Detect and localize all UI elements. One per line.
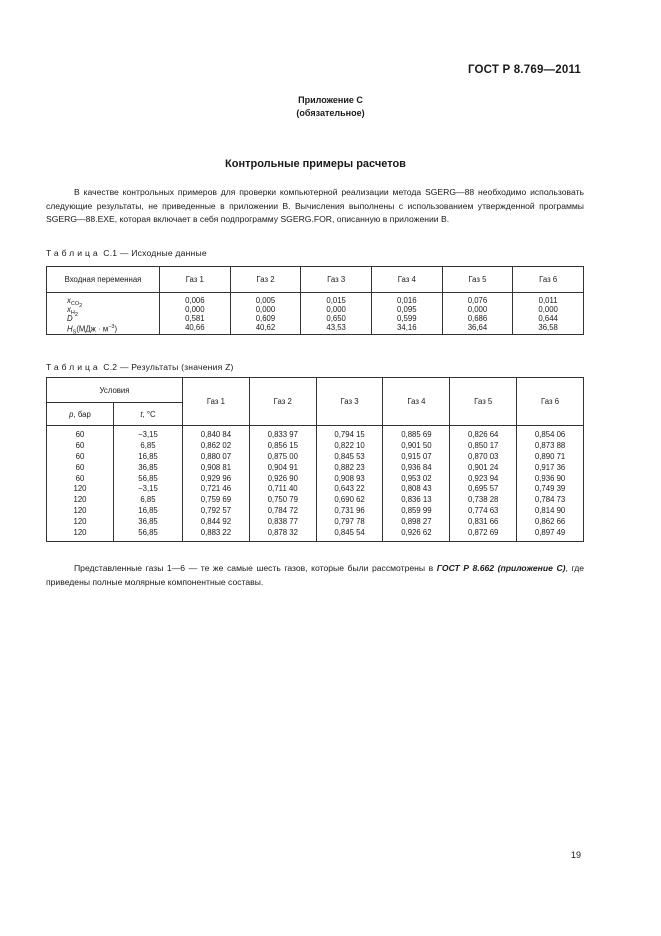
input-variable-header: Входная переменная (47, 267, 160, 293)
pressure-header: p, бар (47, 403, 114, 426)
gas-header: Газ 1 (160, 267, 231, 293)
variable-labels (47, 293, 160, 335)
label-x-co2: $x_{CO_2}$ (67, 296, 83, 309)
gas-column-values: 0,011 0,000 0,644 36,58 (513, 293, 584, 335)
gas-header: Газ 1 (183, 378, 250, 426)
table1-caption-prefix: Таблица (46, 248, 101, 258)
table1-body-row (47, 293, 584, 335)
page-number: 19 (570, 850, 581, 860)
table2-header-row (47, 378, 584, 403)
gas-header: Газ 3 (301, 267, 372, 293)
gas-header: Газ 2 (249, 378, 316, 426)
gas-column-values: 0,016 0,095 0,599 34,16 (371, 293, 442, 335)
annex-title: Приложение С (298, 95, 363, 105)
label-hs: $H_S(МДж \cdot м^{-3})$ (67, 324, 118, 336)
table2-caption-prefix: Таблица (46, 362, 101, 372)
temperature-values: −3,15 6,85 16,85 36,85 56,85 −3,15 6,85 16,85 36,85 56,85 (114, 426, 183, 542)
gas-z-values: 0,833 97 0,856 15 0,875 00 0,904 91 0,926 90 0,711 40 0,750 79 0,784 72 0,838 77 0,878 32 (249, 426, 316, 542)
intro-paragraph: В качестве контрольных примеров для проверки компьютерной реализации метода SGERG—88 необходимо использовать следующие результаты, не приведенные в приложении В. Вычисления выполнены с использованием утвержденной программы SGERG—88.EXE, которая включает в себя подпрограмму SGERG.FOR, описанную в приложении В. (46, 187, 584, 224)
gas-z-values: 0,885 69 0,901 50 0,915 07 0,936 84 0,953 02 0,808 43 0,836 13 0,859 99 0,898 27 0,926 62 (383, 426, 450, 542)
section-title: Контрольные примеры расчетов (225, 158, 406, 170)
gas-column-values: 0,005 0,000 0,609 40,62 (230, 293, 301, 335)
gas-header: Газ 6 (517, 378, 584, 426)
gas-column-values: 0,076 0,000 0,686 36,64 (442, 293, 513, 335)
annex-status: (обязательное) (296, 108, 365, 118)
gas-header: Газ 5 (442, 267, 513, 293)
results-table (46, 377, 584, 542)
gas-header: Газ 4 (371, 267, 442, 293)
gas-z-values: 0,826 64 0,850 17 0,870 03 0,901 24 0,923 94 0,695 57 0,738 28 0,774 63 0,831 66 0,872 69 (450, 426, 517, 542)
table1-header-row (47, 267, 584, 293)
input-data-table (46, 266, 584, 335)
gas-header: Газ 2 (230, 267, 301, 293)
table2-body-row (47, 426, 584, 542)
temperature-header: t, °С (114, 403, 183, 426)
table2-caption-text: С.2 — Результаты (значения Z) (103, 362, 234, 372)
label-d: D (67, 314, 73, 323)
gas-header: Газ 3 (316, 378, 383, 426)
closing-paragraph: Представленные газы 1—6 — те же самые шесть газов, которые были рассмотрены в ГОСТ Р 8.662 (приложение С), где приведены полные молярные компонентные составы. (46, 563, 584, 587)
pressure-values: 60 60 60 60 60 120 120 120 120 120 (47, 426, 114, 542)
table1-caption-text: С.1 — Исходные данные (103, 248, 207, 258)
gas-column-values: 0,015 0,000 0,650 43,53 (301, 293, 372, 335)
gost-reference-link: ГОСТ Р 8.662 (приложение С) (436, 563, 566, 573)
gas-z-values: 0,840 84 0,862 02 0,880 07 0,908 81 0,929 96 0,721 46 0,759 69 0,792 57 0,844 92 0,883 22 (183, 426, 250, 542)
gas-header: Газ 4 (383, 378, 450, 426)
gas-z-values: 0,854 06 0,873 88 0,890 71 0,917 36 0,936 90 0,749 39 0,784 73 0,814 90 0,862 66 0,897 49 (517, 426, 584, 542)
gas-header: Газ 5 (450, 378, 517, 426)
standard-designation: ГОСТ Р 8.769—2011 (467, 64, 581, 76)
conditions-header: Условия (47, 378, 183, 403)
gas-z-values: 0,794 15 0,822 10 0,845 53 0,882 23 0,908 93 0,643 22 0,690 62 0,731 96 0,797 78 0,845 54 (316, 426, 383, 542)
table2-caption (46, 362, 234, 372)
table1-caption (46, 248, 207, 258)
gas-header: Газ 6 (513, 267, 584, 293)
gas-column-values: 0,006 0,000 0,581 40,66 (160, 293, 231, 335)
label-x-h2: $x_{H_2}$ (67, 305, 78, 318)
